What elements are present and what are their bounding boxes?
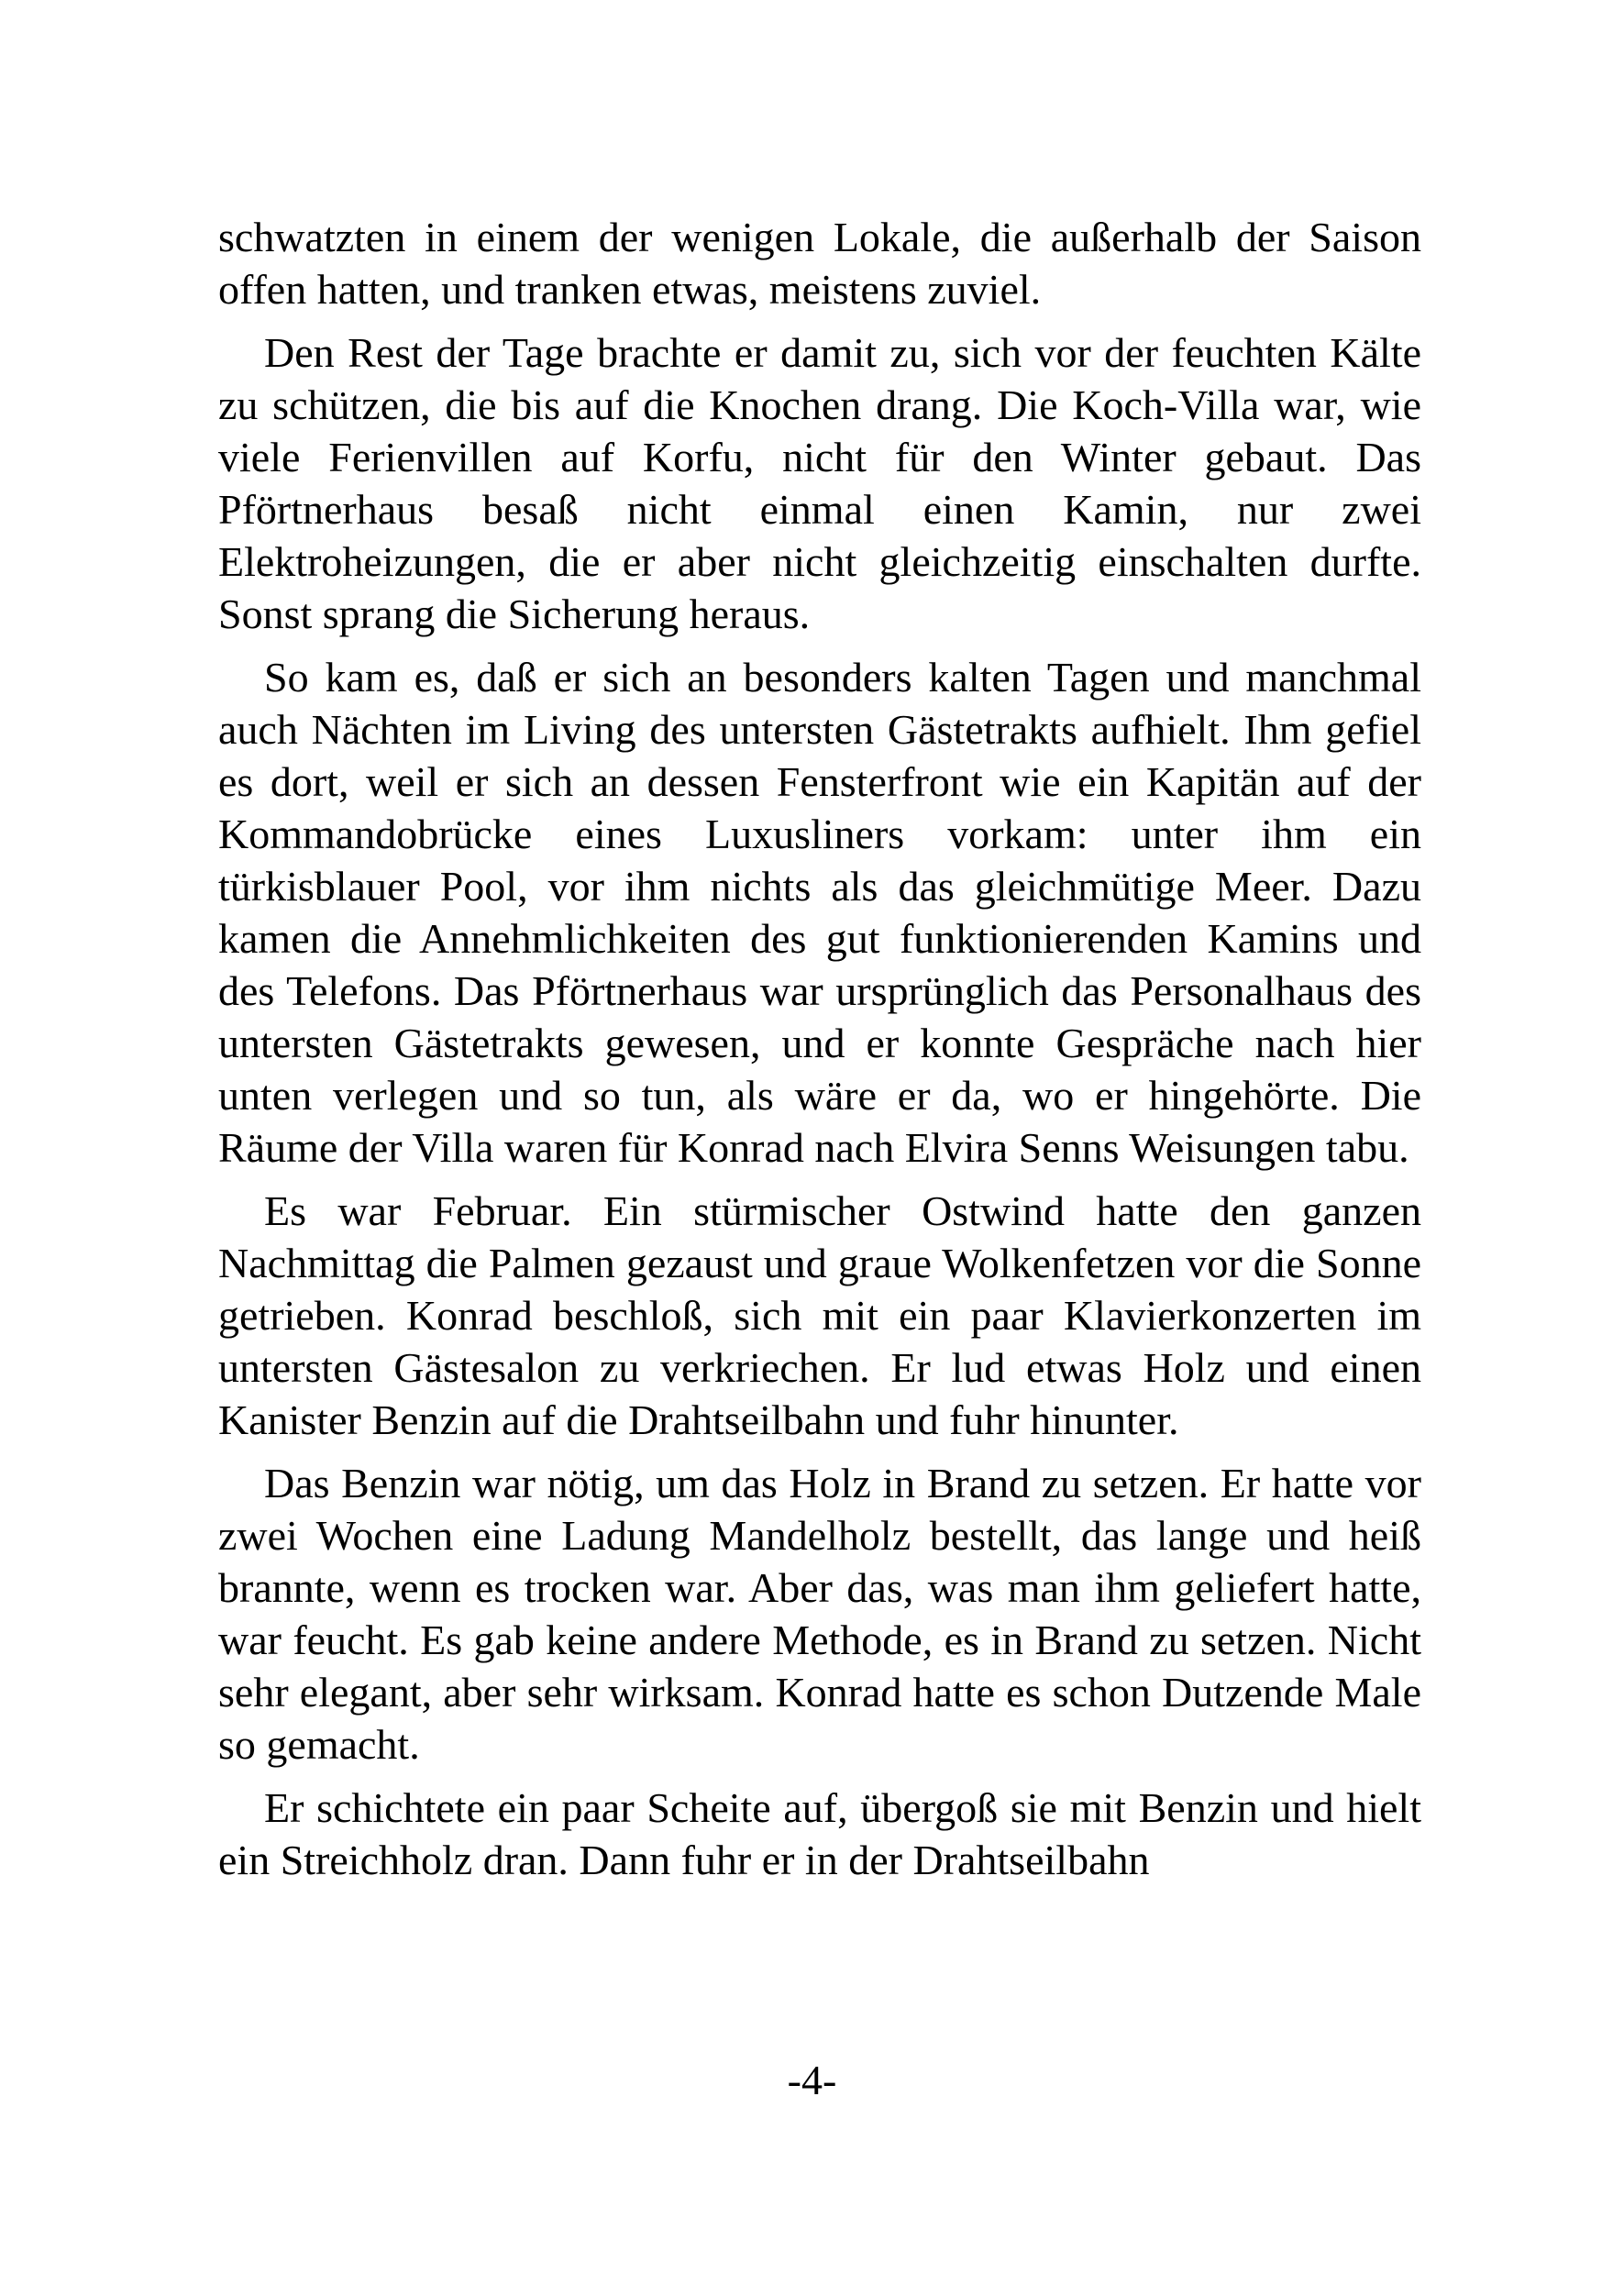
page-number: -4- — [787, 2057, 837, 2103]
paragraph-2: Den Rest der Tage brachte er damit zu, sich vor der feuchten Kälte zu schützen, die bis auf die Knochen drang. Die Koch-Villa war, wie viele Ferienvillen auf Korfu, nicht für den Winter gebaut. Das Pförtnerhaus besaß nicht einmal einen Kamin, nur zwei Elektroheizungen, die er aber nicht gleichzeitig einschalten durfte. Sonst sprang die Sicherung heraus. — [218, 329, 1421, 637]
body-text — [218, 211, 1421, 1897]
paragraph-6: Er schichtete ein paar Scheite auf, übergoß sie mit Benzin und hielt ein Streichholz dran. Dann fuhr er in der Drahtseilbahn — [218, 1784, 1421, 1883]
paragraph-1: schwatzten in einem der wenigen Lokale, die außerhalb der Saison offen hatten, und tranken etwas, meistens zuviel. — [218, 214, 1421, 313]
paragraph-3: So kam es, daß er sich an besonders kalten Tagen und manchmal auch Nächten im Living des untersten Gästetrakts aufhielt. Ihm gefiel es dort, weil er sich an dessen Fensterfront wie ein Kapitän auf der Kommandobrücke eines Luxusliners vorkam: unter ihm ein türkisblauer Pool, vor ihm nichts als das gleichmütige Meer. Dazu kamen die Annehmlichkeiten des gut funktionierenden Kamins und des Telefons. Das Pförtnerhaus war ursprünglich das Personalhaus des untersten Gästetrakts gewesen, und er konnte Gespräche nach hier unten verlegen und so tun, als wäre er da, wo er hingehörte. Die Räume der Villa waren für Konrad nach Elvira Senns Weisungen tabu. — [218, 654, 1421, 1171]
paragraph-5: Das Benzin war nötig, um das Holz in Brand zu setzen. Er hatte vor zwei Wochen eine Ladung Mandelholz bestellt, das lange und heiß brannte, wenn es trocken war. Aber das, was man ihm geliefert hatte, war feucht. Es gab keine andere Methode, es in Brand zu setzen. Nicht sehr elegant, aber sehr wirksam. Konrad hatte es schon Dutzende Male so gemacht. — [218, 1460, 1421, 1768]
paragraph-4: Es war Februar. Ein stürmischer Ostwind hatte den ganzen Nachmittag die Palmen gezaust und graue Wolkenfetzen vor die Sonne getrieben. Konrad beschloß, sich mit ein paar Klavierkonzerten im untersten Gästesalon zu verkriechen. Er lud etwas Holz und einen Kanister Benzin auf die Drahtseilbahn und fuhr hinunter. — [218, 1187, 1421, 1443]
